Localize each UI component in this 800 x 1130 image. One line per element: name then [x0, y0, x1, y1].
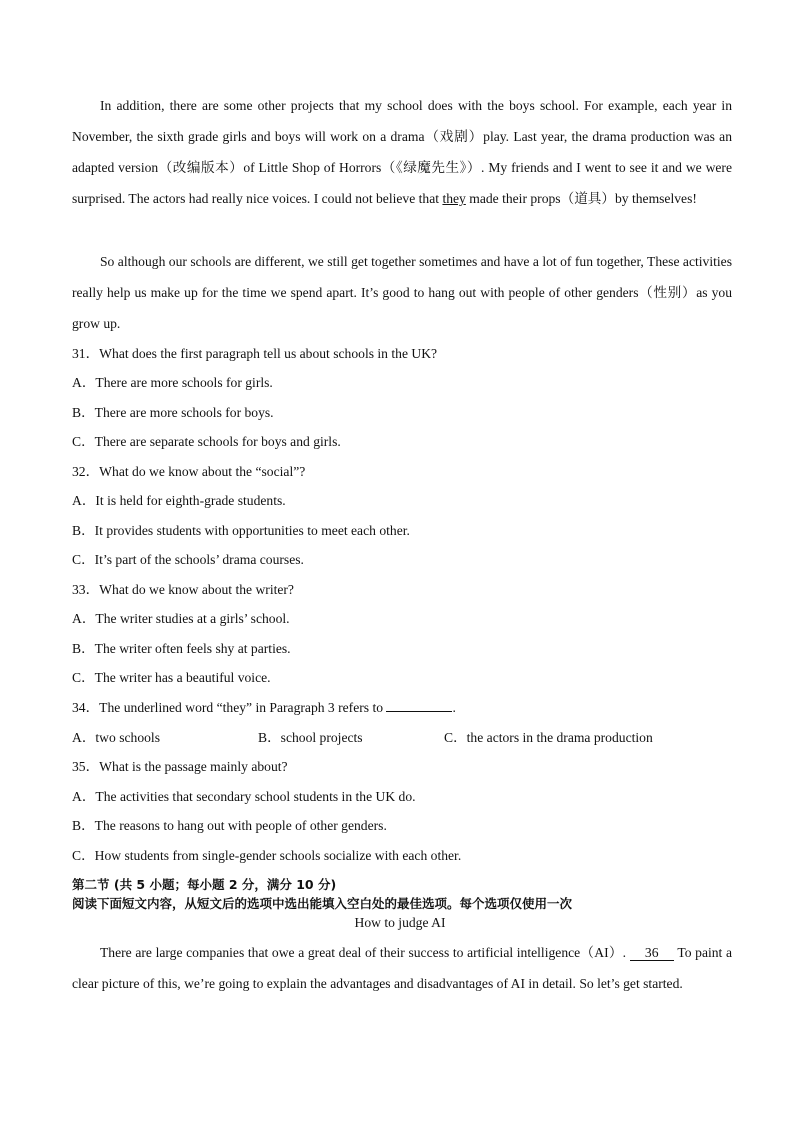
passage-p2-text: So although our schools are different, we still get together sometimes and have a lot of fun together, These activities really help us make up for the time we spend apart. It’s good to hang out with people of other genders（性别）as you grow up.	[72, 254, 732, 331]
section-2-paragraph-1	[72, 937, 732, 999]
question-32-option-c: C．It’s part of the schools’ drama courses.	[72, 552, 304, 567]
question-34-stem	[72, 699, 732, 717]
passage-paragraph-3	[72, 90, 732, 214]
section-2-header: 第二节 (共 5 小题；每小题 2 分，满分 10 分)	[72, 877, 337, 892]
question-35-option-c: C．How students from single-gender schools socialize with each other.	[72, 848, 462, 863]
question-33-stem: 33．What do we know about the writer?	[72, 582, 294, 597]
question-33-option-c: C．The writer has a beautiful voice.	[72, 670, 271, 685]
question-33-option-b: B．The writer often feels shy at parties.	[72, 641, 291, 656]
question-34-stem-end: .	[452, 700, 456, 715]
question-34-option-b: B．school projects	[258, 730, 363, 745]
answer-blank	[386, 699, 452, 712]
blank-36: 36	[630, 946, 674, 961]
passage-title: How to judge AI	[354, 915, 446, 930]
question-32-option-b: B．It provides students with opportunities to meet each other.	[72, 523, 410, 538]
underlined-word-they: they	[442, 191, 466, 206]
question-31-option-a: A．There are more schools for girls.	[72, 375, 273, 390]
passage-p1-text-end: made their props（道具）by themselves!	[465, 191, 697, 206]
question-35-stem: 35．What is the passage mainly about?	[72, 759, 288, 774]
question-32-option-a: A．It is held for eighth-grade students.	[72, 493, 286, 508]
question-33-option-a: A．The writer studies at a girls’ school.	[72, 611, 290, 626]
passage-p1-text-start: In addition, there are some other projects that my school does with the boys school. For example, each year in November, the sixth grade girls and boys will work on a drama（戏剧）play. Last year, the drama production was an adapted version（改编版本）of Little Shop of Horrors（《绿魔先生》）. My friends and I went to see it and we were surprised. The actors had really nice voices. I could not believe that	[72, 98, 732, 206]
question-34-option-a: A．two schools	[72, 730, 160, 745]
question-32-stem: 32．What do we know about the “social”?	[72, 464, 306, 479]
question-34-option-c: C．the actors in the drama production	[444, 730, 653, 745]
question-31-option-c: C．There are separate schools for boys and girls.	[72, 434, 341, 449]
section-2-p1-before: There are large companies that owe a great deal of their success to artificial intelligence（AI）.	[100, 945, 630, 960]
question-34-stem-text: 34．The underlined word “they” in Paragraph 3 refers to	[72, 700, 387, 715]
passage-paragraph-4	[72, 246, 732, 339]
section-2-p1-after: To paint a clear picture of this, we’re going to explain the advantages and disadvantages of AI in detail. So let’s get started.	[72, 945, 732, 991]
section-2-instruction: 阅读下面短文内容，从短文后的选项中选出能填入空白处的最佳选项。每个选项仅使用一次	[72, 896, 573, 911]
question-35-option-a: A．The activities that secondary school students in the UK do.	[72, 789, 416, 804]
question-31-option-b: B．There are more schools for boys.	[72, 405, 274, 420]
question-35-option-b: B．The reasons to hang out with people of other genders.	[72, 818, 387, 833]
question-31-stem: 31．What does the first paragraph tell us about schools in the UK?	[72, 346, 438, 361]
